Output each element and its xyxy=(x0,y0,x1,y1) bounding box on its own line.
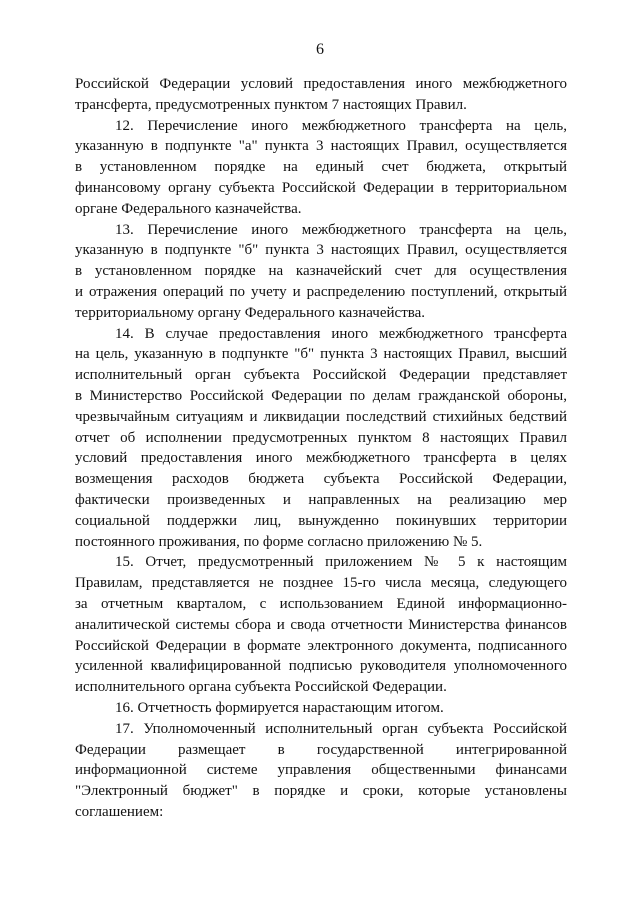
text-line: "Электронный бюджет" в порядке и сроки, которые установлены xyxy=(75,783,567,800)
text-line: 13. Перечисление иного межбюджетного трансферта на цель, xyxy=(115,221,567,238)
text-line: указанную в подпункте "а" пункта 3 настоящих Правил, осуществляется xyxy=(75,138,567,155)
text-line: соглашением: xyxy=(75,803,164,820)
text-line: отчет об исполнении предусмотренных пунктом 8 настоящих Правил xyxy=(75,429,567,446)
text-line: 15. Отчет, предусмотренный приложением № 5 к настоящим xyxy=(115,554,567,571)
text-line: возмещения расходов бюджета субъекта Российской Федерации, xyxy=(75,471,567,488)
text-line: органе Федерального казначейства. xyxy=(75,200,302,217)
text-line: финансовому органу субъекта Российской Федерации в территориальном xyxy=(75,179,567,196)
text-line: в установленном порядке на единый счет бюджета, открытый xyxy=(75,159,567,176)
text-line: в Министерство Российской Федерации по делам гражданской обороны, xyxy=(75,387,567,404)
text-line: на цель, указанную в подпункте "б" пункта 3 настоящих Правил, высший xyxy=(75,346,567,363)
text-line: территориальному органу Федерального казначейства. xyxy=(75,304,426,321)
text-line: исполнительного органа субъекта Российской Федерации. xyxy=(75,679,447,696)
text-line: 17. Уполномоченный исполнительный орган субъекта Российской xyxy=(115,720,567,737)
text-line: фактически произведенных и направленных на реализацию мер xyxy=(75,491,567,508)
text-line: Правилам, представляется не позднее 15-го числа месяца, следующего xyxy=(75,575,567,592)
text-line: социальной поддержки лиц, вынужденно покинувших территории xyxy=(75,512,567,529)
text-line: аналитической системы сбора и свода отчетности Министерства финансов xyxy=(75,616,567,633)
text-line: трансферта, предусмотренных пунктом 7 настоящих Правил. xyxy=(75,96,467,113)
text-line: 14. В случае предоставления иного межбюджетного трансферта xyxy=(115,325,567,342)
document-body-text xyxy=(75,74,567,823)
text-line: за отчетным кварталом, с использованием Единой информационно- xyxy=(75,595,567,612)
text-line: условий предоставления иного межбюджетного трансферта в целях xyxy=(75,450,567,467)
text-line: в установленном порядке на казначейский счет для осуществления xyxy=(75,263,567,280)
text-line: и отражения операций по учету и распределению поступлений, открытый xyxy=(75,283,567,300)
text-line: Российской Федерации условий предоставления иного межбюджетного xyxy=(75,76,567,92)
page-number: 6 xyxy=(316,41,324,58)
text-line: усиленной квалифицированной подписью руководителя уполномоченного xyxy=(75,658,567,675)
text-line: Федерации размещает в государственной интегрированной xyxy=(75,741,567,758)
text-line: постоянного проживания, по форме согласно приложению № 5. xyxy=(75,533,483,550)
text-line: указанную в подпункте "б" пункта 3 настоящих Правил, осуществляется xyxy=(75,242,567,259)
text-line: исполнительный орган субъекта Российской Федерации представляет xyxy=(75,367,567,384)
text-line: Российской Федерации в формате электронного документа, подписанного xyxy=(75,637,567,654)
text-line: чрезвычайным ситуациям и ликвидации последствий стихийных бедствий xyxy=(75,408,567,425)
text-line: информационной системе управления общественными финансами xyxy=(75,762,567,779)
text-line: 12. Перечисление иного межбюджетного трансферта на цель, xyxy=(115,117,567,134)
text-line: 16. Отчетность формируется нарастающим итогом. xyxy=(115,699,444,716)
